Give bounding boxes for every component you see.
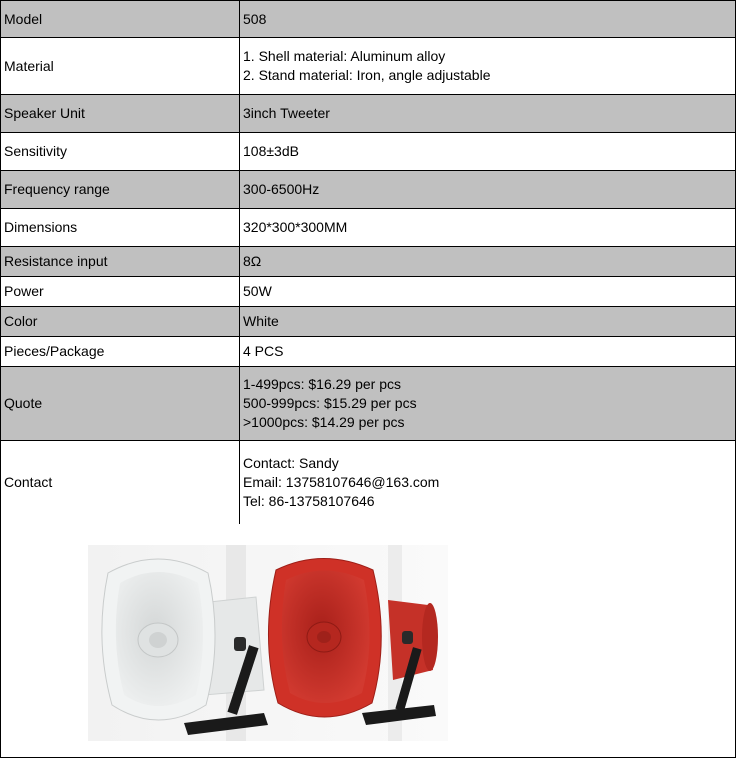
- value-line: 320*300*300MM: [243, 219, 348, 235]
- row-value: [240, 441, 736, 525]
- row-label: Material: [1, 38, 240, 95]
- row-value: [240, 1, 736, 38]
- value-line: White: [243, 313, 279, 329]
- value-line: 1. Shell material: Aluminum alloy: [243, 48, 446, 64]
- row-value: [240, 367, 736, 441]
- row-label: Frequency range: [1, 171, 240, 209]
- row-value: [240, 133, 736, 171]
- row-label: Quote: [1, 367, 240, 441]
- value-line: 508: [243, 10, 267, 27]
- product-image-cell: [0, 524, 736, 758]
- row-value: [240, 209, 736, 247]
- table-row: [1, 171, 736, 209]
- row-label: Power: [1, 277, 240, 307]
- row-label: Sensitivity: [1, 133, 240, 171]
- value-line: 300-6500Hz: [243, 181, 320, 197]
- value-line: 50W: [243, 283, 272, 299]
- row-label: Dimensions: [1, 209, 240, 247]
- row-label: Model: [1, 1, 240, 38]
- value-line: >1000pcs: $14.29 per pcs: [243, 414, 405, 430]
- row-label: Pieces/Package: [1, 337, 240, 367]
- value-line: 108±3dB: [243, 143, 299, 159]
- row-value: [240, 337, 736, 367]
- table-row: [1, 209, 736, 247]
- table-row: [1, 38, 736, 95]
- table-row: [1, 367, 736, 441]
- row-value: [240, 277, 736, 307]
- row-value: [240, 171, 736, 209]
- row-label: Contact: [1, 441, 240, 525]
- value-line: Email: 13758107646@163.com: [243, 474, 440, 490]
- product-photo: [88, 545, 448, 741]
- table-row: [1, 307, 736, 337]
- table-row: [1, 277, 736, 307]
- row-value: [240, 95, 736, 133]
- table-row: [1, 95, 736, 133]
- value-line: 3inch Tweeter: [243, 105, 330, 121]
- value-line: 1-499pcs: $16.29 per pcs: [243, 376, 401, 392]
- table-row: [1, 1, 736, 38]
- value-line: 500-999pcs: $15.29 per pcs: [243, 395, 417, 411]
- value-line: Contact: Sandy: [243, 455, 339, 471]
- table-row: [1, 441, 736, 525]
- value-line: 2. Stand material: Iron, angle adjustable: [243, 67, 491, 83]
- row-value: [240, 307, 736, 337]
- table-row: [1, 247, 736, 277]
- table-row: [1, 133, 736, 171]
- row-value: [240, 38, 736, 95]
- row-label: Speaker Unit: [1, 95, 240, 133]
- row-label: Resistance input: [1, 247, 240, 277]
- value-line: Tel: 86-13758107646: [243, 493, 375, 509]
- row-label: Color: [1, 307, 240, 337]
- value-line: 8Ω: [243, 253, 262, 269]
- table-row: [1, 337, 736, 367]
- row-value: [240, 247, 736, 277]
- value-line: 4 PCS: [243, 343, 284, 359]
